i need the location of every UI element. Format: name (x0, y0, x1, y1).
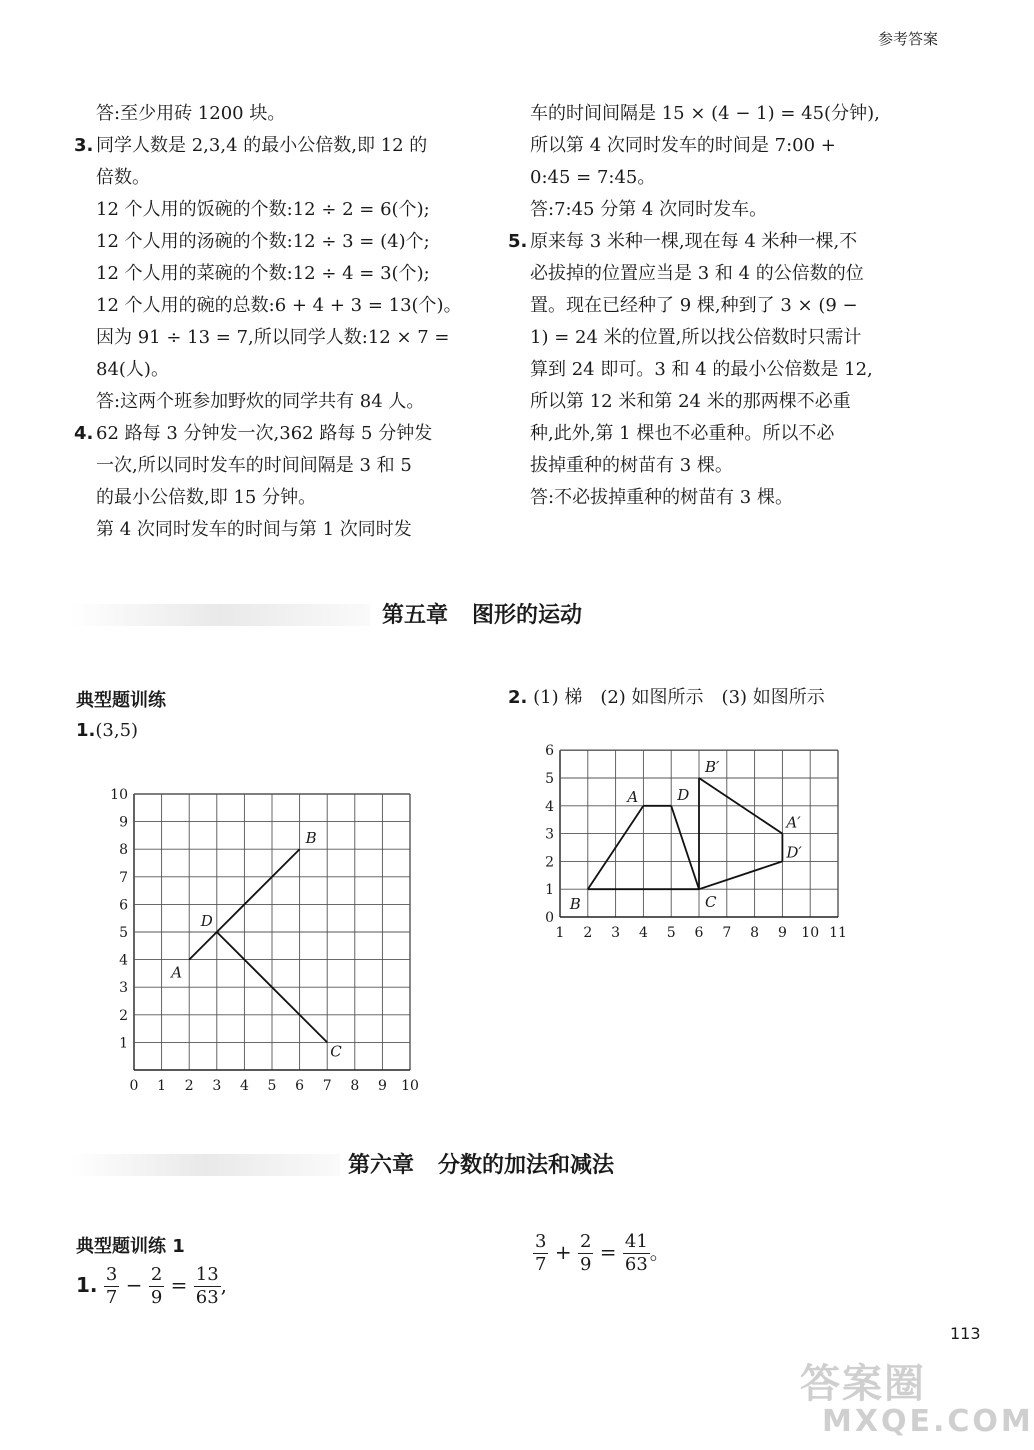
denominator: 7 (105, 1287, 118, 1308)
x-tick-label: 0 (129, 1078, 139, 1094)
section-heading: 典型题训练 (76, 690, 166, 711)
x-tick-label: 7 (722, 925, 732, 941)
fraction (149, 1264, 164, 1309)
text-line: 原来每 3 米种一棵,现在每 4 米种一棵,不 (530, 231, 858, 252)
x-tick-label: 1 (555, 925, 565, 941)
point-label: D (200, 912, 213, 930)
y-tick-label: 2 (119, 1007, 128, 1024)
fraction (194, 1264, 221, 1309)
text-line: 的最小公倍数,即 15 分钟。 (96, 487, 317, 508)
numerator: 41 (624, 1231, 648, 1252)
point-label: C (705, 893, 717, 912)
numerator: 3 (535, 1231, 547, 1252)
text-line: 62 路每 3 分钟发一次,362 路每 5 分钟发 (96, 423, 433, 444)
numerator: 2 (579, 1231, 592, 1252)
y-tick-label: 4 (119, 952, 128, 969)
text-line: 0:45 = 7:45。 (530, 167, 656, 188)
answer-text: (1) 梯 (2) 如图所示 (3) 如图所示 (533, 687, 825, 708)
chapter-number: 第六章 (348, 1153, 415, 1178)
x-tick-label: 10 (801, 925, 820, 941)
x-tick-label: 3 (212, 1078, 222, 1094)
punctuation: 。 (649, 1240, 670, 1264)
fraction-expression (76, 1264, 227, 1309)
fraction-expression (533, 1231, 670, 1276)
fraction (533, 1231, 548, 1276)
text-line: 同学人数是 2,3,4 的最小公倍数,即 12 的 (96, 135, 428, 156)
answer-line (76, 720, 138, 741)
chapter-number: 第五章 (382, 603, 449, 628)
shape-segment (699, 861, 782, 889)
y-tick-label: 5 (545, 771, 554, 787)
point-label: A (171, 963, 183, 982)
x-tick-label: 1 (157, 1078, 167, 1094)
y-tick-label: 1 (545, 882, 554, 899)
x-tick-label: 8 (750, 925, 760, 941)
text-line: 12 个人用的菜碗的个数:12 ÷ 4 = 3(个); (96, 263, 430, 284)
text-line: 一次,所以同时发车的时间间隔是 3 和 5 (96, 455, 412, 476)
shape-segment (189, 932, 217, 960)
watermark-logo: 答案圈 (800, 1361, 926, 1407)
text-line: 所以第 12 米和第 24 米的那两棵不必重 (530, 391, 851, 412)
watermark-url: MXQE.COM (822, 1404, 1034, 1439)
x-tick-label: 3 (611, 925, 621, 941)
y-tick-label: 6 (119, 897, 128, 914)
text-line: 答:不必拔掉重种的树苗有 3 棵。 (530, 487, 793, 508)
operator: + (554, 1240, 572, 1264)
chapter-title: 分数的加法和减法 (438, 1153, 615, 1178)
text-line: 倍数。 (96, 167, 150, 188)
question-number: 3. (74, 135, 94, 156)
x-tick-label: 11 (829, 925, 847, 941)
x-tick-label: 6 (694, 925, 704, 941)
point-label: A′ (786, 813, 801, 832)
numerator: 13 (195, 1264, 219, 1285)
x-tick-label: 4 (239, 1078, 249, 1094)
text-line: 因为 91 ÷ 13 = 7,所以同学人数:12 × 7 = (96, 327, 450, 348)
chapter-title: 图形的运动 (472, 603, 583, 628)
x-tick-label: 2 (184, 1078, 194, 1094)
chapter-banner (70, 604, 370, 626)
text-line: 答:至少用砖 1200 块。 (96, 103, 286, 124)
text-line: 12 个人用的饭碗的个数:12 ÷ 2 = 6(个); (96, 199, 430, 220)
text-line: 所以第 4 次同时发车的时间是 7:00 + (530, 135, 836, 156)
operator: − (125, 1273, 143, 1297)
y-tick-label: 7 (119, 869, 128, 886)
shape-segment (671, 806, 699, 889)
equals-sign: = (599, 1240, 617, 1264)
y-tick-label: 10 (110, 787, 128, 803)
x-tick-label: 10 (401, 1078, 419, 1094)
fraction (578, 1231, 593, 1276)
y-tick-label: 2 (545, 854, 554, 871)
text-line: 第 4 次同时发车的时间与第 1 次同时发 (96, 519, 412, 540)
equals-sign: = (170, 1273, 188, 1297)
point-label: B′ (705, 758, 720, 776)
text-line: 必拔掉的位置应当是 3 和 4 的公倍数的位 (530, 263, 864, 284)
question-number: 1. (76, 720, 96, 741)
x-tick-label: 9 (377, 1078, 387, 1094)
y-tick-label: 3 (545, 826, 554, 843)
y-tick-label: 4 (545, 798, 554, 815)
y-tick-label: 6 (545, 743, 554, 760)
x-tick-label: 8 (350, 1078, 360, 1094)
section-heading: 典型题训练 1 (76, 1236, 185, 1257)
point-label: A (627, 787, 639, 806)
question-number: 2. (508, 687, 528, 708)
page-number: 113 (950, 1324, 981, 1343)
y-tick-label: 1 (119, 1035, 128, 1052)
point-label: B (305, 829, 317, 848)
y-tick-label: 5 (119, 925, 128, 941)
question-number: 1. (76, 1273, 98, 1297)
x-tick-label: 9 (777, 925, 787, 941)
question-number: 4. (74, 423, 94, 444)
numerator: 2 (150, 1264, 163, 1285)
y-tick-label: 0 (545, 910, 554, 926)
punctuation: , (220, 1273, 228, 1297)
text-line: 84(人)。 (96, 359, 169, 380)
answer-text: (3,5) (95, 720, 139, 741)
chapter-banner (70, 1154, 340, 1176)
text-line: 12 个人用的碗的总数:6 + 4 + 3 = 13(个)。 (96, 295, 462, 316)
right-column (500, 0, 1000, 560)
text-line: 1) = 24 米的位置,所以找公倍数时只需计 (530, 327, 862, 348)
denominator: 9 (579, 1254, 592, 1275)
point-label: D′ (786, 843, 802, 862)
point-label: B (569, 895, 581, 914)
answer-line (508, 683, 825, 709)
x-tick-label: 5 (267, 1078, 277, 1094)
text-line: 算到 24 即可。3 和 4 的最小公倍数是 12, (530, 359, 873, 380)
text-line: 置。现在已经种了 9 棵,种到了 3 × (9 − (530, 295, 858, 316)
coordinate-grid-1 (100, 780, 440, 1100)
fraction (104, 1264, 119, 1309)
y-tick-label: 8 (119, 842, 128, 859)
coordinate-grid-2 (530, 740, 880, 950)
chapter-6-heading (348, 1148, 626, 1179)
denominator: 63 (624, 1254, 648, 1275)
x-tick-label: 6 (295, 1078, 305, 1094)
x-tick-label: 4 (638, 925, 648, 941)
y-tick-label: 9 (119, 814, 128, 831)
text-line: 车的时间间隔是 15 × (4 − 1) = 45(分钟), (530, 103, 880, 124)
text-line: 答:7:45 分第 4 次同时发车。 (530, 199, 768, 220)
numerator: 3 (105, 1264, 118, 1285)
fraction (623, 1231, 650, 1276)
page-header: 参考答案 (877, 30, 938, 48)
y-tick-label: 3 (119, 980, 128, 997)
shape-segment (217, 849, 300, 932)
chapter-5-heading (382, 598, 594, 629)
text-line: 12 个人用的汤碗的个数:12 ÷ 3 = (4)个; (96, 231, 430, 252)
point-label: C (330, 1042, 342, 1061)
question-number: 5. (508, 231, 528, 252)
denominator: 63 (195, 1287, 219, 1308)
point-label: D (677, 785, 690, 804)
x-tick-label: 2 (583, 925, 593, 941)
text-line: 答:这两个班参加野炊的同学共有 84 人。 (96, 391, 425, 412)
x-tick-label: 7 (322, 1078, 332, 1094)
denominator: 9 (150, 1287, 163, 1308)
x-tick-label: 5 (666, 925, 676, 941)
denominator: 7 (535, 1254, 547, 1275)
text-line: 种,此外,第 1 棵也不必重种。所以不必 (530, 423, 835, 444)
text-line: 拔掉重种的树苗有 3 棵。 (530, 455, 733, 476)
left-column (0, 0, 500, 560)
